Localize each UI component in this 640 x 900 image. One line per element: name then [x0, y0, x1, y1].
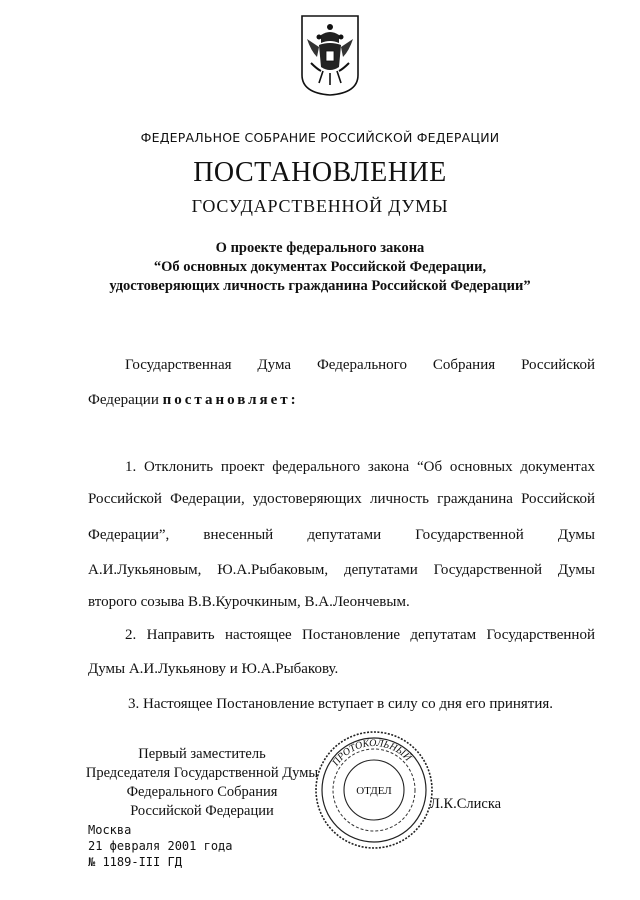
item-2-line-2: Думы А.И.Лукьянову и Ю.А.Рыбакову. — [88, 661, 339, 677]
footer-number: № 1189-III ГД — [88, 855, 182, 869]
item-1-line-5: второго созыва В.В.Курочкиным, В.А.Леончевым. — [88, 594, 410, 610]
signatory-title-line-1: Первый заместитель — [138, 746, 266, 762]
official-stamp-icon — [312, 728, 436, 852]
stamp-ring-text: ПРОТОКОЛЬНЫЙ — [330, 737, 414, 769]
item-2-line-1: 2. Направить настоящее Постановление депутатам Государственной — [125, 627, 595, 643]
preamble-line-2-text: Федерации — [88, 392, 159, 408]
state-emblem-icon — [299, 13, 361, 97]
item-1-line-4: А.И.Лукьяновым, Ю.А.Рыбаковым, депутатами Государственной Думы — [88, 562, 595, 578]
signatory-title-line-2: Председателя Государственной Думы — [85, 765, 319, 781]
signatory-name: Л.К.Слиска — [430, 796, 502, 812]
item-1-line-1: 1. Отклонить проект федерального закона “Об основных документах — [125, 459, 595, 475]
subject-line-2: “Об основных документах Российской Федерации, — [153, 259, 487, 275]
organization-name: ФЕДЕРАЛЬНОЕ СОБРАНИЕ РОССИЙСКОЙ ФЕДЕРАЦИИ — [140, 130, 500, 145]
issuer-subtitle: ГОСУДАРСТВЕННОЙ ДУМЫ — [191, 196, 449, 216]
preamble-resolves-word: постановляет: — [162, 392, 299, 408]
footer-date: 21 февраля 2001 года — [88, 839, 233, 853]
item-3-line-1: 3. Настоящее Постановление вступает в силу со дня его принятия. — [128, 696, 554, 712]
signatory-title-line-4: Российской Федерации — [130, 803, 274, 819]
stamp-center-text: ОТДЕЛ — [356, 785, 392, 797]
signatory-title-line-3: Федерального Собрания — [126, 784, 278, 800]
item-1-line-3: Федерации”, внесенный депутатами Государственной Думы — [88, 527, 595, 543]
preamble-line-2 — [88, 392, 299, 409]
preamble-line-1: Государственная Дума Федерального Собрания Российской — [125, 357, 595, 373]
footer-city: Москва — [88, 823, 132, 837]
subject-line-3: удостоверяющих личность гражданина Российской Федерации” — [109, 278, 531, 294]
document-type-title: ПОСТАНОВЛЕНИЕ — [193, 157, 447, 188]
subject-line-1: О проекте федерального закона — [215, 240, 425, 256]
item-1-line-2: Российской Федерации, удостоверяющих личность гражданина Российской — [88, 491, 595, 507]
